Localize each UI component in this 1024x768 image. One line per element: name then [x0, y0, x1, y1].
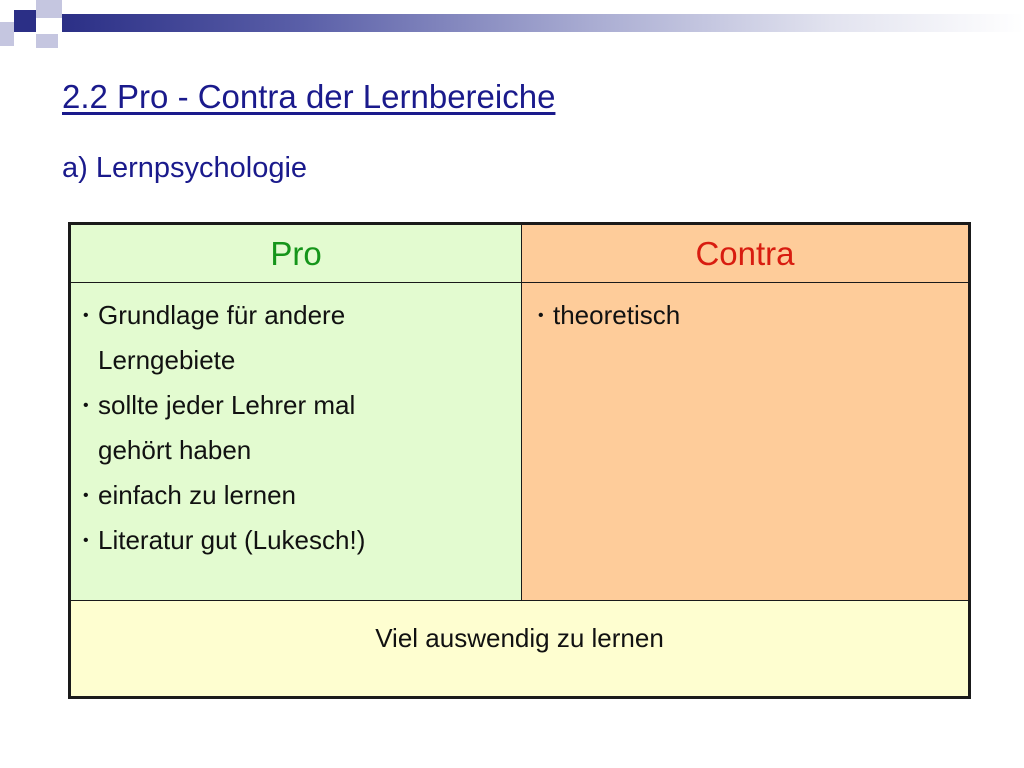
list-item: [532, 293, 968, 338]
bullet-icon: •: [83, 397, 89, 414]
pro-contra-table: [68, 222, 971, 699]
list-item-text: Lerngebiete: [98, 345, 236, 375]
list-item-text: gehört haben: [98, 435, 252, 465]
list-item-text: einfach zu lernen: [98, 480, 297, 510]
list-item: [77, 473, 521, 518]
pro-list: [77, 293, 521, 563]
list-item: [77, 518, 521, 563]
table-footer-note: [71, 601, 968, 696]
corner-square-navy: [14, 10, 36, 32]
header-gradient-bar: [62, 14, 1024, 32]
bullet-icon: •: [83, 532, 89, 549]
slide-subtitle: a) Lernpsychologie: [62, 152, 308, 184]
list-item-text: theoretisch: [553, 300, 681, 330]
footer-text: Viel auswendig zu lernen: [375, 623, 664, 653]
corner-square-light: [0, 22, 14, 46]
bullet-icon: •: [83, 307, 89, 324]
pro-list-cell: [71, 283, 522, 601]
bullet-icon: •: [538, 307, 544, 324]
list-item-text: sollte jeder Lehrer mal: [98, 390, 356, 420]
contra-list-cell: [522, 283, 968, 601]
corner-square-light: [36, 0, 62, 18]
list-item: [77, 383, 521, 473]
pro-header: Pro: [71, 225, 522, 283]
slide-title: 2.2 Pro - Contra der Lernbereiche: [62, 78, 556, 115]
list-item-text: Grundlage für andere: [98, 300, 346, 330]
corner-square-light: [36, 34, 58, 48]
contra-list: [532, 293, 968, 338]
bullet-icon: •: [83, 487, 89, 504]
list-item-text: Literatur gut (Lukesch!): [98, 525, 366, 555]
list-item: [77, 293, 521, 383]
contra-header: Contra: [522, 225, 968, 283]
